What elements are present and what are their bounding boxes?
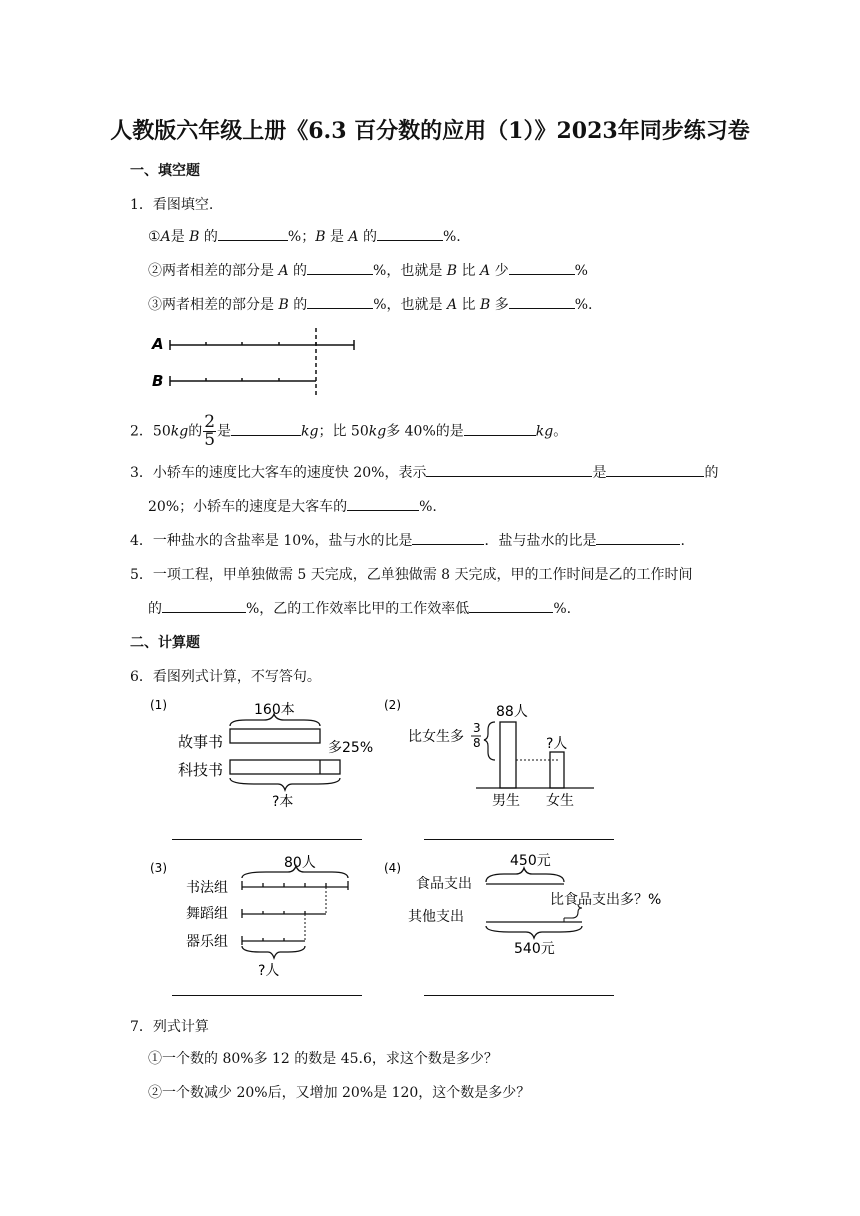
q1-stem: 1．看图填空. bbox=[130, 197, 214, 213]
q6-figure-4 bbox=[380, 852, 690, 962]
q3-line2: 20%；小轿车的速度是大客车的 %. bbox=[148, 496, 437, 516]
label-a: A bbox=[152, 335, 164, 353]
fig2-question-label: ?人 bbox=[546, 736, 568, 752]
q3-line1: 3．小轿车的速度比大客车的速度快 20%，表示 是 的 bbox=[130, 462, 718, 482]
label-b: B bbox=[152, 372, 164, 390]
answer-blank[interactable] bbox=[469, 598, 553, 613]
fig3-row2-label: 舞蹈组 bbox=[186, 906, 228, 922]
answer-blank[interactable] bbox=[162, 598, 246, 613]
fig4-note-label: 比食品支出多？% bbox=[550, 892, 662, 908]
answer-blank[interactable] bbox=[606, 462, 704, 477]
fig3-tag: (3) bbox=[150, 861, 167, 875]
q7-stem: 7．列式计算 bbox=[130, 1019, 209, 1035]
q1-line3: ③两者相差的部分是 B 的 %，也就是 A 比 B 多 %. bbox=[148, 294, 593, 314]
q7-item1: ①一个数的 80%多 12 的数是 45.6，求这个数是多少？ bbox=[148, 1051, 498, 1067]
answer-blank[interactable] bbox=[464, 421, 536, 436]
fig2-fraction-den: 8 bbox=[473, 736, 481, 750]
answer-blank[interactable] bbox=[231, 421, 301, 436]
section-fill-blank: 一、填空题 bbox=[130, 163, 200, 179]
q6-figure-1 bbox=[146, 694, 376, 814]
fig2-note-label: 比女生多 bbox=[408, 729, 464, 745]
answer-line[interactable] bbox=[172, 995, 362, 996]
answer-blank[interactable] bbox=[596, 530, 680, 545]
fig1-top-label: 160本 bbox=[254, 702, 295, 718]
fig4-tag: (4) bbox=[384, 861, 401, 875]
fig2-tag: (2) bbox=[384, 698, 401, 712]
answer-blank[interactable] bbox=[307, 294, 373, 309]
q5-line1: 5．一项工程，甲单独做需 5 天完成，乙单独做需 8 天完成，甲的工作时间是乙的工作时间 bbox=[130, 567, 693, 583]
fig4-row2-label: 其他支出 bbox=[408, 909, 464, 925]
q2: 2．50kg的 $\frac{2}{5}$ 是 kg；比 50kg多 40%的是 kg。 bbox=[130, 412, 568, 450]
q6-stem: 6．看图列式计算，不写答句。 bbox=[130, 669, 321, 685]
fig4-row1-label: 食品支出 bbox=[416, 876, 472, 892]
answer-blank[interactable] bbox=[509, 294, 575, 309]
q5-line2: 的 %，乙的工作效率比甲的工作效率低 %. bbox=[148, 598, 571, 618]
answer-blank[interactable] bbox=[218, 226, 288, 241]
page-title: 人教版六年级上册《6.3 百分数的应用（1）》2023年同步练习卷 bbox=[110, 118, 750, 144]
answer-blank[interactable] bbox=[509, 260, 575, 275]
fig3-top-label: 80人 bbox=[284, 855, 316, 871]
q1-line2: ②两者相差的部分是 A 的 %，也就是 B 比 A 少 % bbox=[148, 260, 588, 280]
fig3-bottom-label: ?人 bbox=[258, 963, 280, 979]
fig1-bottom-label: ?本 bbox=[272, 794, 294, 810]
fig1-more-label: 多25% bbox=[328, 740, 374, 756]
q7-item2: ②一个数减少 20%后，又增加 20%是 120，这个数是多少？ bbox=[148, 1085, 531, 1101]
fig3-row3-label: 器乐组 bbox=[186, 934, 228, 950]
q1-segment-figure bbox=[148, 326, 368, 398]
fig1-row1-label: 故事书 bbox=[178, 733, 224, 751]
answer-blank[interactable] bbox=[307, 260, 373, 275]
answer-blank[interactable] bbox=[426, 462, 592, 477]
answer-line[interactable] bbox=[424, 839, 614, 840]
fig3-row1-label: 书法组 bbox=[186, 880, 228, 896]
answer-blank[interactable] bbox=[377, 226, 443, 241]
section-calculation: 二、计算题 bbox=[130, 635, 200, 651]
fig2-fraction-num: 3 bbox=[473, 721, 481, 735]
fig2-boys-label: 男生 bbox=[492, 793, 520, 809]
q1-line1: ①A是 B 的 %；B 是 A 的 %. bbox=[148, 226, 461, 246]
fig1-row2-label: 科技书 bbox=[178, 761, 224, 779]
fig1-tag: (1) bbox=[150, 698, 167, 712]
fig4-bottom-label: 540元 bbox=[514, 941, 555, 957]
q6-figure-2 bbox=[380, 694, 610, 814]
fig2-top-label: 88人 bbox=[496, 704, 528, 720]
answer-line[interactable] bbox=[424, 995, 614, 996]
q6-figure-3 bbox=[146, 852, 376, 982]
answer-blank[interactable] bbox=[412, 530, 484, 545]
answer-blank[interactable] bbox=[347, 496, 419, 511]
fig4-top-label: 450元 bbox=[510, 853, 551, 869]
fig2-girls-label: 女生 bbox=[546, 793, 574, 809]
answer-line[interactable] bbox=[172, 839, 362, 840]
q4: 4．一种盐水的含盐率是 10%，盐与水的比是 ．盐与盐水的比是 . bbox=[130, 530, 685, 550]
fraction-two-fifths: $\frac{2}{5}$ bbox=[204, 412, 216, 450]
